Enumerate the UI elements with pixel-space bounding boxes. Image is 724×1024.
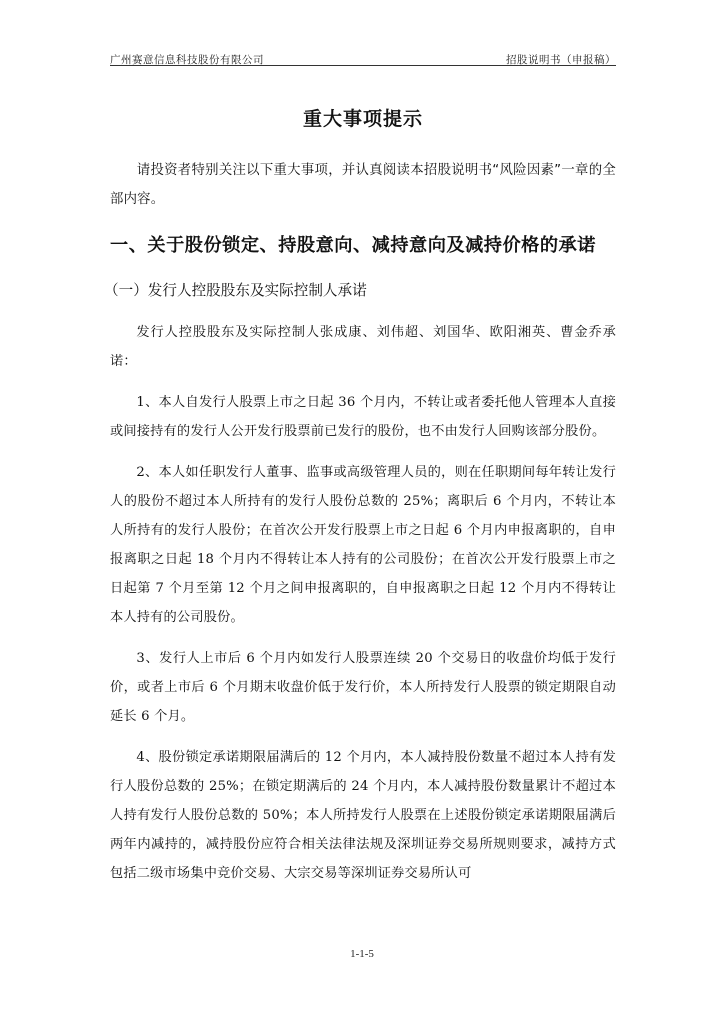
- header-divider: [110, 65, 616, 66]
- paragraph-item-2: 2、本人如任职发行人董事、监事或高级管理人员的，则在任职期间每年转让发行人的股份不超过本人所持有的发行人股份总数的 25%；离职后 6 个月内，不转让本人所持有的发行人股份；在首次公开发行股票上市之日起 6 个月内申报离职的，自申报离职之日起 18 个月内不得转让本人持有的公司股份；在首次公开发行股票上市之日起第 7 个月至第 12 个月之间申报离职的，自申报离职之日起 12 个月内不得转让本人持有的公司股份。: [110, 465, 616, 625]
- header-document-type: 招股说明书（申报稿）: [506, 54, 616, 66]
- section-title: 一、关于股份锁定、持股意向、减持意向及减持价格的承诺: [110, 235, 596, 256]
- paragraph-commitment-parties: 发行人控股股东及实际控制人张成康、刘伟超、刘国华、欧阳湘英、曹金乔承诺：: [110, 325, 616, 369]
- paragraph-item-3: 3、发行人上市后 6 个月内如发行人股票连续 20 个交易日的收盘价均低于发行价，或者上市后 6 个月期末收盘价低于发行价，本人所持发行人股票的锁定期限自动延长 6 个月。: [110, 651, 616, 724]
- page-title: 重大事项提示: [302, 108, 423, 130]
- paragraph-item-4: 4、股份锁定承诺期限届满后的 12 个月内，本人减持股份数量不超过本人持有发行人股份总数的 25%；在锁定期满后的 24 个月内，本人减持股份数量累计不超过本人持有发行人股份总数的 50%；本人所持发行人股票在上述股份锁定承诺期限届满后两年内减持的，减持股份应符合相关法律法规及深圳证券交易所规则要求，减持方式包括二级市场集中竞价交易、大宗交易等深圳证券交易所认可: [110, 750, 616, 881]
- page-header: [110, 48, 616, 66]
- header-company-name: 广州赛意信息科技股份有限公司: [110, 54, 264, 66]
- intro-paragraph: 请投资者特别关注以下重大事项，并认真阅读本招股说明书“风险因素”一章的全部内容。: [110, 163, 616, 207]
- subsection-title: （一）发行人控股股东及实际控制人承诺: [104, 282, 367, 299]
- page-body: [104, 100, 616, 900]
- page-number: 1-1-5: [350, 948, 374, 960]
- paragraph-item-1: 1、本人自发行人股票上市之日起 36 个月内，不转让或者委托他人管理本人直接或间接持有的发行人公开发行股票前已发行的股份，也不由发行人回购该部分股份。: [110, 395, 616, 439]
